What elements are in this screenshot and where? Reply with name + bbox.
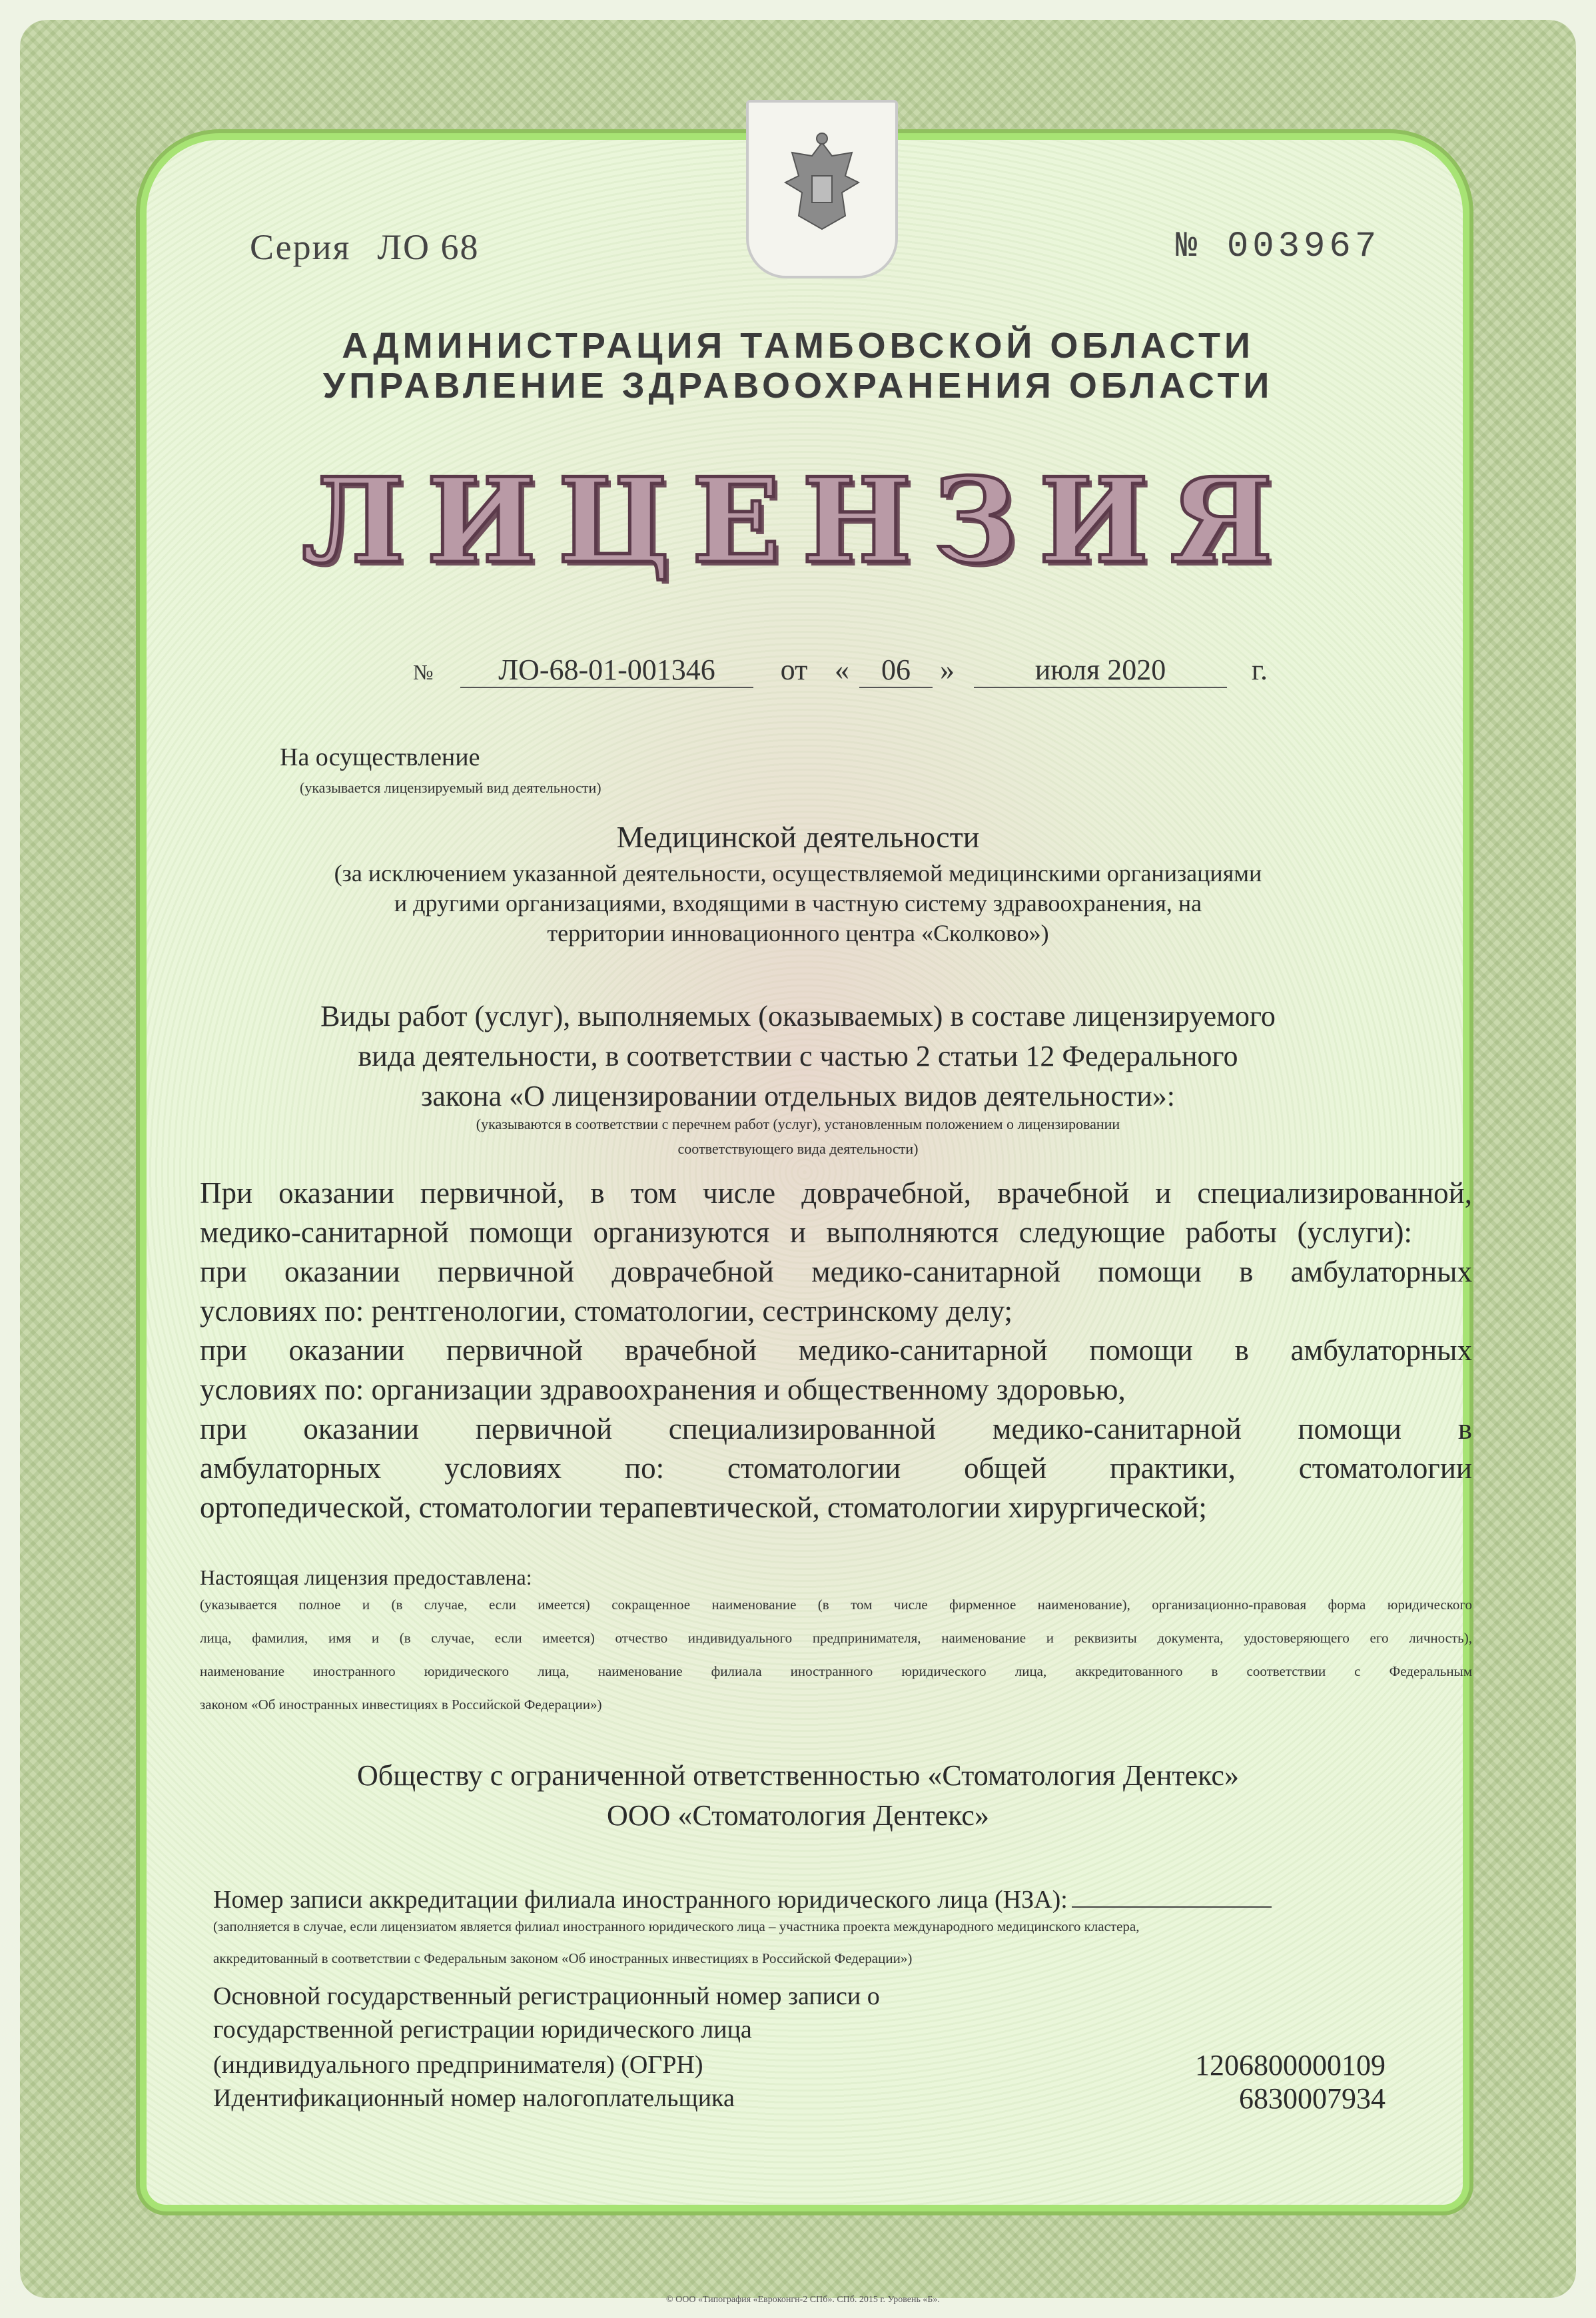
nza-label-text: Номер записи аккредитации филиала иностранного юридического лица (НЗА): xyxy=(213,1886,1068,1914)
works-heading-2: вида деятельности, в соответствии с частью 2 статьи 12 Федерального xyxy=(358,1040,1238,1072)
grantee-hint-1: (указывается полное и (в случае, если имеется) сокращенное наименование (в том числе фирменное наименование), организационно-правовая форма юридического xyxy=(200,1597,1472,1613)
works-body-4: условиях по: рентгенологии, стоматологии, сестринскому делу; xyxy=(200,1294,1013,1328)
authority-line-1: АДМИНИСТРАЦИЯ ТАМБОВСКОЙ ОБЛАСТИ xyxy=(342,326,1254,366)
grantee-hint-3: наименование иностранного юридического лица, наименование филиала иностранного юридического лица, аккредитованного в соответствии с Федеральным xyxy=(200,1663,1472,1679)
form-number-value: 003967 xyxy=(1226,226,1381,267)
series xyxy=(250,226,480,268)
quote-open: « xyxy=(835,653,849,686)
grantee-short-name: ООО «Стоматология Дентекс» xyxy=(607,1799,989,1832)
works-body-8: амбулаторных условиях по: стоматологии общей практики, стоматологии xyxy=(200,1451,1472,1485)
ogrn-label-1: Основной государственный регистрационный номер записи о xyxy=(213,1982,880,2010)
activity-label: На осуществление xyxy=(280,743,480,771)
grantee-hint-2: лица, фамилия, имя и (в случае, если имеется) отчество индивидуального предпринимателя, наименование и реквизиты документа, удостоверяющего его личность), xyxy=(200,1630,1472,1646)
activity-note-3: территории инновационного центра «Сколково») xyxy=(547,920,1049,947)
works-body-1: При оказании первичной, в том числе доврачебной, врачебной и специализированной, xyxy=(200,1176,1472,1210)
works-body-6: условиях по: организации здравоохранения и общественному здоровью, xyxy=(200,1373,1126,1406)
license-month-year: июля 2020 xyxy=(974,653,1227,688)
works-body-3: при оказании первичной доврачебной медико-санитарной помощи в амбулаторных xyxy=(200,1255,1472,1288)
activity-name: Медицинской деятельности xyxy=(616,820,980,854)
printer-footer: © ООО «Типография «Евроконгн-2 СПб». СПб. 2015 г. Уровень «Б». xyxy=(666,2295,940,2305)
license-number: ЛО-68-01-001346 xyxy=(460,653,753,688)
grantee-hint-4: законом «Об иностранных инвестициях в Российской Федерации») xyxy=(200,1697,602,1713)
works-body-7: при оказании первичной специализированной медико-санитарной помощи в xyxy=(200,1412,1472,1445)
license-number-line xyxy=(413,653,1268,688)
inn-label: Идентификационный номер налогоплательщика xyxy=(213,2084,735,2112)
nza-hint-1: (заполняется в случае, если лицензиатом является филиал иностранного юридического лица – участника проекта международного медицинского кластера, xyxy=(213,1918,1140,1934)
series-value: ЛО 68 xyxy=(377,227,480,267)
works-body-9: ортопедической, стоматологии терапевтической, стоматологии хирургической; xyxy=(200,1491,1207,1524)
license-title: ЛИЦЕНЗИЯ xyxy=(302,453,1294,589)
works-heading-1: Виды работ (услуг), выполняемых (оказываемых) в составе лицензируемого xyxy=(320,1000,1276,1032)
license-from-label: от xyxy=(780,653,808,686)
nza-blank xyxy=(1072,1886,1272,1908)
grantee-label: Настоящая лицензия предоставлена: xyxy=(200,1565,532,1589)
ogrn-label-3: (индивидуального предпринимателя) (ОГРН) xyxy=(213,2051,703,2079)
works-body-5: при оказании первичной врачебной медико-санитарной помощи в амбулаторных xyxy=(200,1334,1472,1367)
series-label: Серия xyxy=(250,227,351,267)
license-year-suffix: г. xyxy=(1251,653,1268,686)
activity-note-1: (за исключением указанной деятельности, осуществляемой медицинскими организациями xyxy=(334,860,1262,887)
activity-note-2: и другими организациями, входящими в частную систему здравоохранения, на xyxy=(394,890,1202,917)
nza-hint-2: аккредитованный в соответствии с Федеральным законом «Об иностранных инвестициях в Российской Федерации») xyxy=(213,1950,913,1966)
license-day: 06 xyxy=(859,653,933,688)
license-no-label: № xyxy=(413,660,434,684)
works-hint-2: соответствующего вида деятельности) xyxy=(677,1140,919,1157)
works-body-2: медико-санитарной помощи организуются и выполняются следующие работы (услуги): xyxy=(200,1216,1412,1249)
quote-close: » xyxy=(940,653,955,686)
inn-value: 6830007934 xyxy=(1239,2082,1386,2115)
activity-hint: (указывается лицензируемый вид деятельности) xyxy=(300,779,601,796)
works-heading-3: закона «О лицензировании отдельных видов деятельности»: xyxy=(420,1080,1176,1112)
coat-of-arms-emblem xyxy=(746,100,898,278)
works-hint-1: (указываются в соответствии с перечнем работ (услуг), установленным положением о лицензировании xyxy=(476,1116,1120,1132)
form-number xyxy=(1176,226,1380,267)
ogrn-value: 1206800000109 xyxy=(1195,2049,1386,2082)
grantee-full-name: Обществу с ограниченной ответственностью «Стоматология Дентекс» xyxy=(357,1759,1239,1792)
form-number-label: № xyxy=(1176,226,1202,267)
nza-label xyxy=(213,1885,1272,1914)
double-headed-eagle-icon xyxy=(772,129,872,249)
authority-line-2: УПРАВЛЕНИЕ ЗДРАВООХРАНЕНИЯ ОБЛАСТИ xyxy=(322,366,1274,406)
ogrn-label-2: государственной регистрации юридического лица xyxy=(213,2016,752,2044)
